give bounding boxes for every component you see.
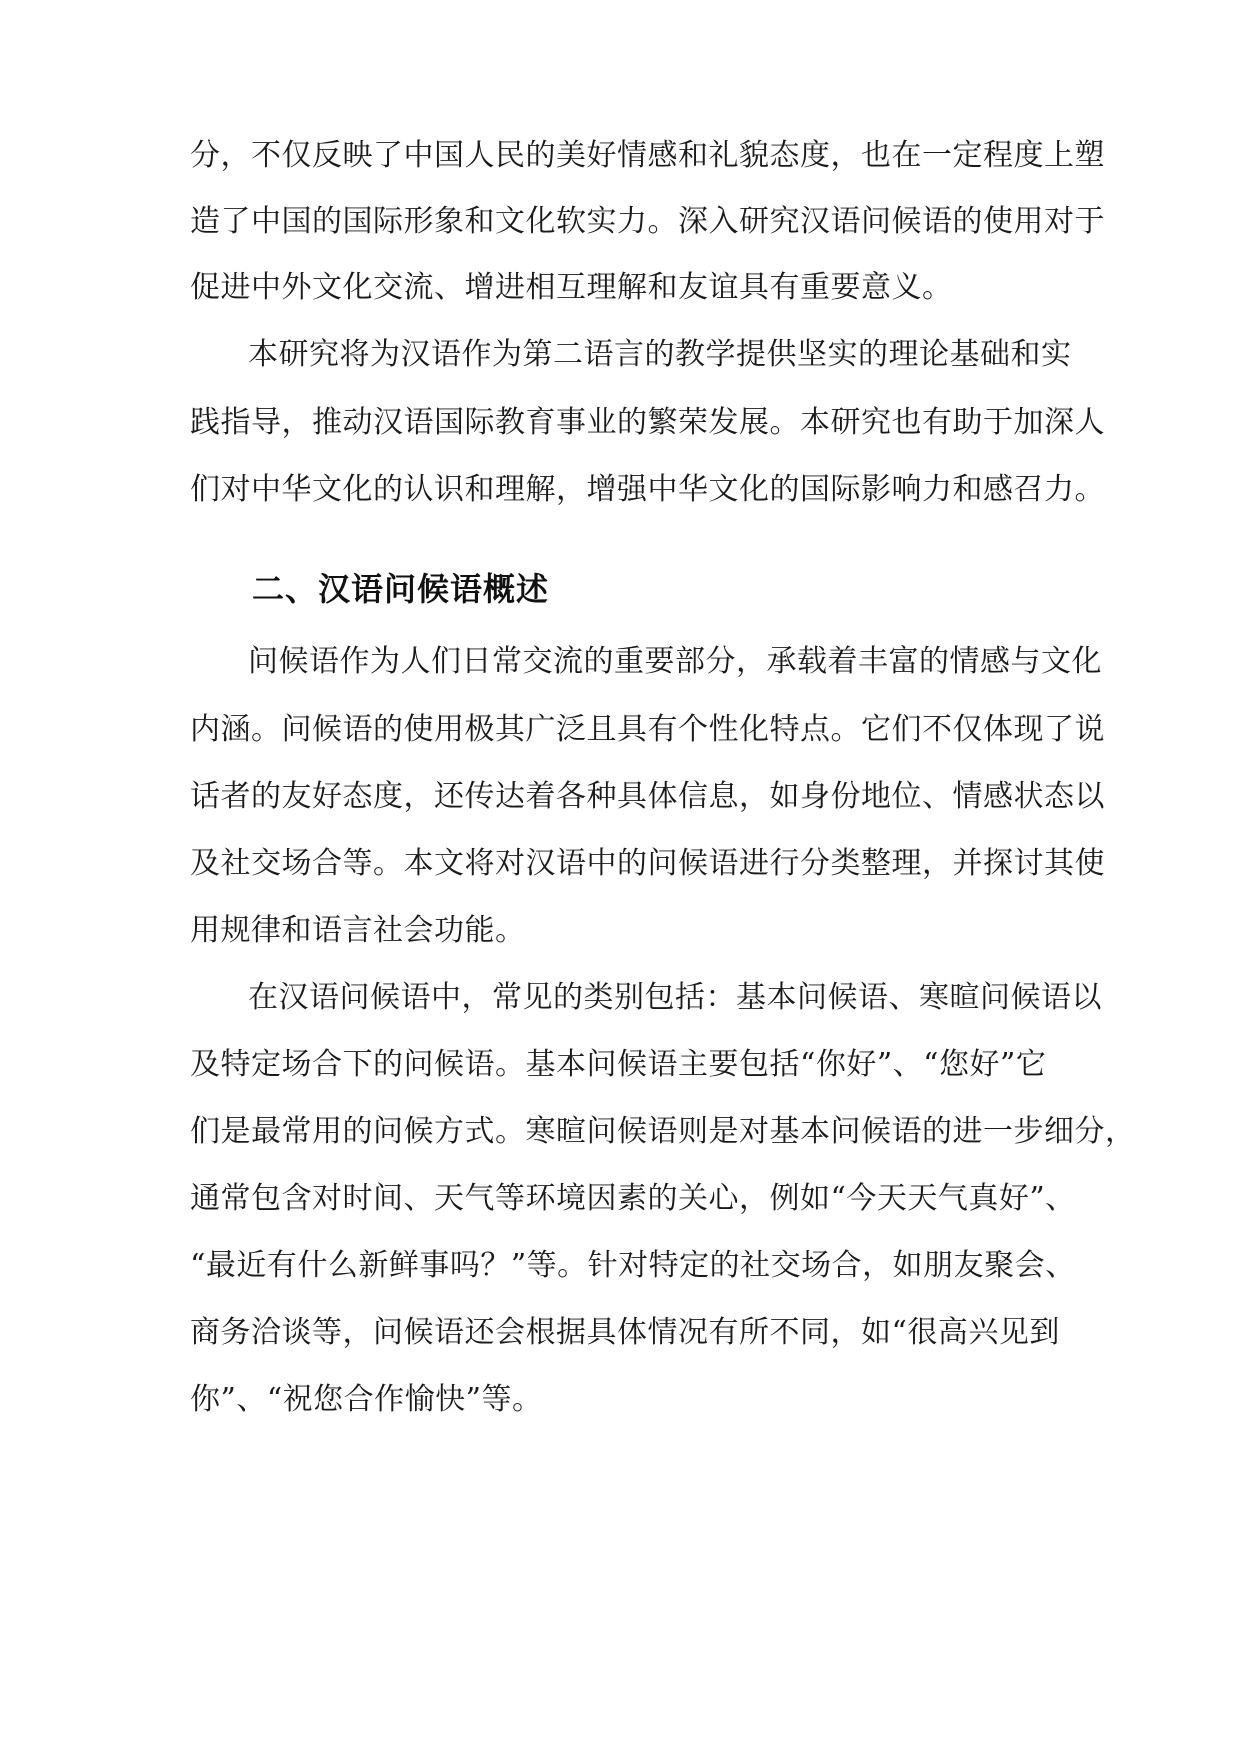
- paragraph-4-line-2: 及特定场合下的问候语。基本问候语主要包括“你好”、“您好”它: [190, 1047, 1047, 1082]
- paragraph-3-line-3: 话者的友好态度，还传达着各种具体信息，如身份地位、情感状态以: [190, 779, 1105, 814]
- paragraph-3-line-5: 用规律和语言社会功能。: [190, 913, 526, 948]
- paragraph-4-line-4: 通常包含对时间、天气等环境因素的关心，例如“今天天气真好”、: [190, 1181, 1076, 1216]
- paragraph-1-line-3: 促进中外文化交流、增进相互理解和友谊具有重要意义。: [190, 270, 953, 305]
- paragraph-2-line-1: 本研究将为汉语作为第二语言的教学提供坚实的理论基础和实: [248, 337, 1072, 372]
- paragraph-4-line-3: 们是最常用的问候方式。寒暄问候语则是对基本问候语的进一步细分，: [190, 1114, 1136, 1149]
- paragraph-3-line-4: 及社交场合等。本文将对汉语中的问候语进行分类整理，并探讨其使: [190, 846, 1105, 881]
- paragraph-4-line-7: 你”、“祝您合作愉快”等。: [190, 1382, 543, 1417]
- paragraph-4-line-6: 商务洽谈等，问候语还会根据具体情况有所不同，如“很高兴见到: [190, 1315, 1060, 1350]
- paragraph-4-line-1: 在汉语问候语中，常见的类别包括：基本问候语、寒暄问候语以: [248, 980, 1102, 1015]
- paragraph-1-line-1: 分，不仅反映了中国人民的美好情感和礼貌态度，也在一定程度上塑: [190, 138, 1105, 173]
- paragraph-4-line-5: “最近有什么新鲜事吗？”等。针对特定的社交场合，如朋友聚会、: [190, 1248, 1076, 1283]
- paragraph-1-line-2: 造了中国的国际形象和文化软实力。深入研究汉语问候语的使用对于: [190, 204, 1105, 239]
- paragraph-2-line-3: 们对中华文化的认识和理解，增强中华文化的国际影响力和感召力。: [190, 472, 1105, 507]
- paragraph-3-line-2: 内涵。问候语的使用极其广泛且具有个性化特点。它们不仅体现了说: [190, 712, 1105, 747]
- paragraph-3-line-1: 问候语作为人们日常交流的重要部分，承载着丰富的情感与文化: [248, 644, 1102, 679]
- paragraph-2-line-2: 践指导，推动汉语国际教育事业的繁荣发展。本研究也有助于加深人: [190, 405, 1105, 440]
- section-heading: 二、汉语问候语概述: [252, 570, 550, 608]
